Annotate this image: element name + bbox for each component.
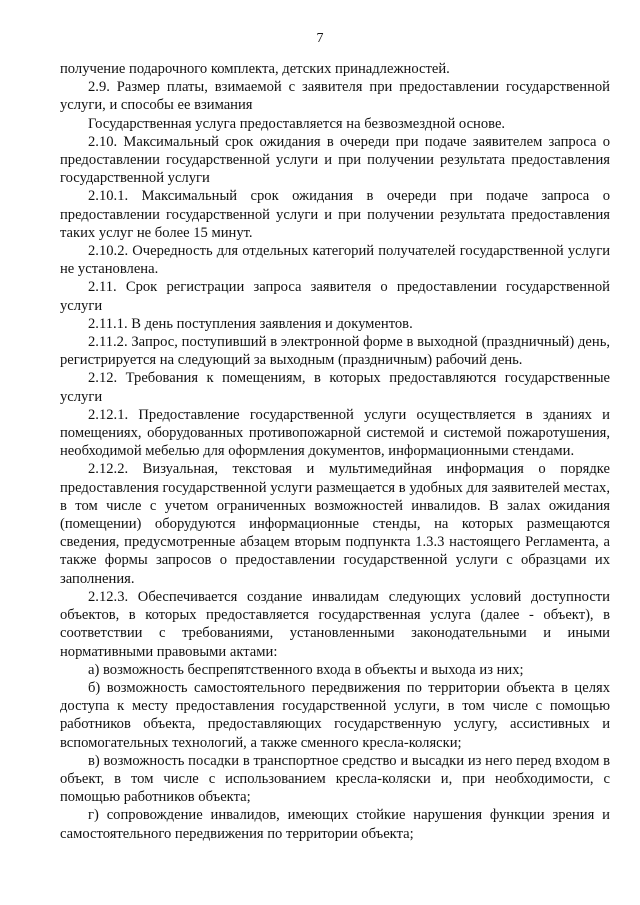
list-item: г) сопровождение инвалидов, имеющих стойкие нарушения функции зрения и самостоятельного передвижения по территории объекта; (60, 807, 610, 842)
paragraph: 2.12.1. Предоставление государственной услуги осуществляется в зданиях и помещениях, оборудованных противопожарной системой и системой пожаротушения, необходимой мебелью для оформления документов, информационными стендами. (60, 406, 610, 460)
list-item: б) возможность самостоятельного передвижения по территории объекта в целях доступа к месту предоставления государственной услуги, в том числе с помощью работников объекта, предоставляющих государственную услугу, ассистивных и вспомогательных технологий, а также сменного кресла-коляски; (60, 679, 610, 751)
document-body (60, 60, 610, 843)
list-item: в) возможность посадки в транспортное средство и высадки из него перед входом в объект, в том числе с использованием кресла-коляски и, при необходимости, с помощью работников объекта; (60, 752, 610, 806)
list-item: а) возможность беспрепятственного входа в объекты и выхода из них; (88, 661, 524, 678)
paragraph: 2.11.1. В день поступления заявления и документов. (88, 315, 413, 332)
paragraph: 2.11.2. Запрос, поступивший в электронной форме в выходной (праздничный) день, регистрируется на следующий за выходным (праздничным) рабочий день. (60, 334, 610, 369)
section-heading: 2.9. Размер платы, взимаемой с заявителя при предоставлении государственной услуги, и способы ее взимания (60, 79, 610, 114)
paragraph: получение подарочного комплекта, детских принадлежностей. (60, 61, 450, 77)
paragraph: 2.12.3. Обеспечивается создание инвалидам следующих условий доступности объектов, в которых предоставляется государственная услуга (далее - объект), в соответствии с требованиями, установленными законодательными и иными нормативными правовыми актами: (60, 588, 610, 660)
section-heading: 2.12. Требования к помещениям, в которых предоставляются государственные услуги (60, 370, 610, 405)
paragraph: 2.10.1. Максимальный срок ожидания в очереди при подаче запроса о предоставлении государственной услуги и при получении результата предоставления таких услуг не более 15 минут. (60, 188, 610, 241)
paragraph: 2.12.2. Визуальная, текстовая и мультимедийная информация о порядке предоставления государственной услуги размещается в удобных для заявителей местах, в том числе с учетом ограниченных возможностей инвалидов. В залах ожидания (помещении) оборудуются информационные стенды, на которых размещаются сведения, предусмотренные абзацем вторым подпункта 1.3.3 настоящего Регламента, а также формы запросов о предоставлении государственной услуги с образцами их заполнения. (60, 461, 610, 587)
section-heading: 2.10. Максимальный срок ожидания в очереди при подаче заявителем запроса о предоставлении государственной услуги и при получении результата предоставления государственной услуги (60, 133, 610, 187)
page-number: 7 (316, 31, 324, 46)
paragraph: Государственная услуга предоставляется на безвозмездной основе. (88, 115, 506, 132)
paragraph: 2.10.2. Очередность для отдельных категорий получателей государственной услуги не установлена. (60, 243, 610, 278)
section-heading: 2.11. Срок регистрации запроса заявителя о предоставлении государственной услуги (60, 279, 610, 314)
